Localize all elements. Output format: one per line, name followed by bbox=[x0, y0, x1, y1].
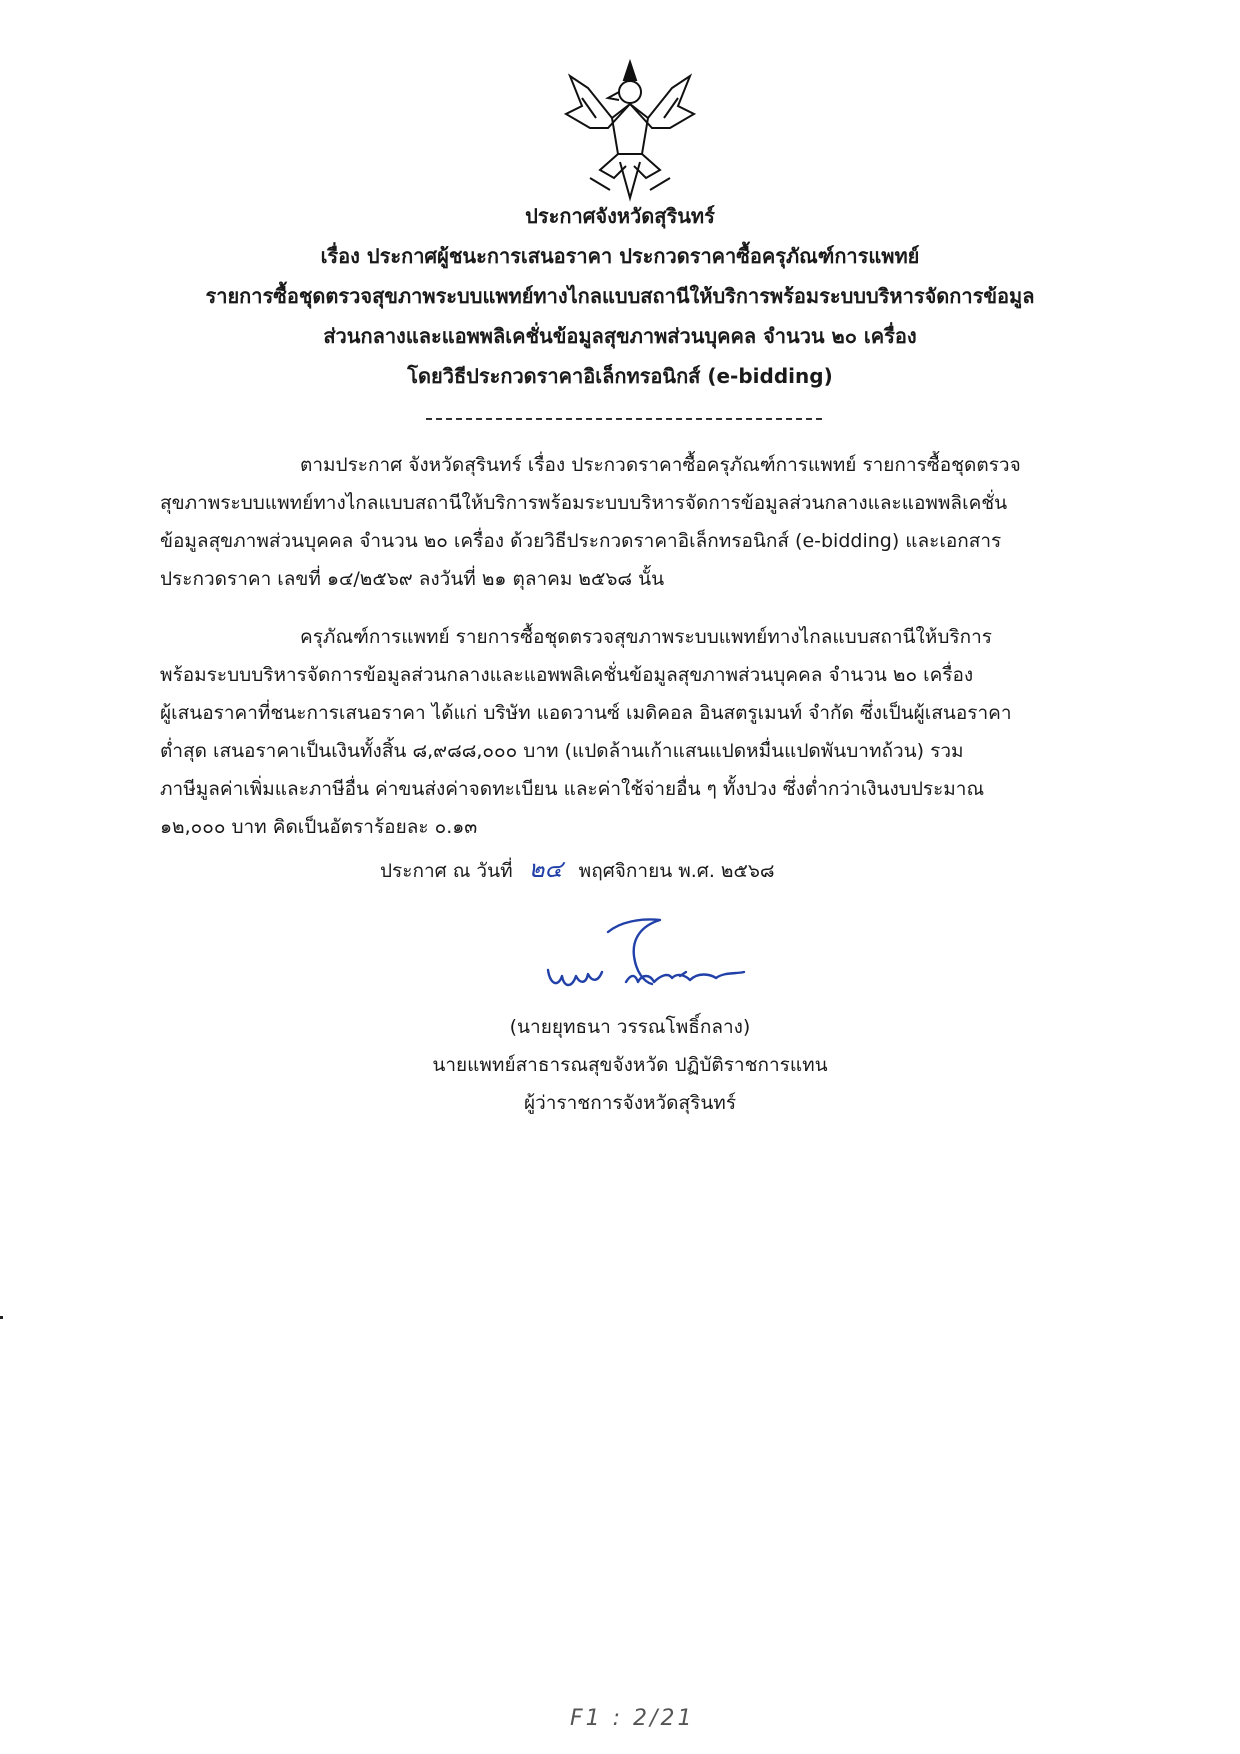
signature-image bbox=[540, 892, 770, 1002]
date-suffix: พฤศจิกายน พ.ศ. ๒๕๖๘ bbox=[578, 860, 775, 882]
garuda-emblem-icon bbox=[560, 58, 700, 208]
subject-line-3: ส่วนกลางและแอพพลิเคชั่นข้อมูลสุขภาพส่วนบุคคล จำนวน ๒๐ เครื่อง bbox=[323, 324, 917, 348]
signatory-position: นายแพทย์สาธารณสุขจังหวัด ปฏิบัติราชการแทน bbox=[432, 1054, 828, 1076]
handwritten-day: ๒๔ bbox=[528, 855, 563, 883]
date-line bbox=[380, 850, 775, 890]
paragraph-1-line: ตามประกาศ จังหวัดสุรินทร์ เรื่อง ประกวดราคาซื้อครุภัณฑ์การแพทย์ รายการซื้อชุดตรวจ bbox=[300, 454, 1021, 476]
divider bbox=[426, 418, 822, 420]
signatory-office: ผู้ว่าราชการจังหวัดสุรินทร์ bbox=[523, 1092, 737, 1114]
paragraph-2-line: ผู้เสนอราคาที่ชนะการเสนอราคา ได้แก่ บริษัท แอดวานซ์ เมดิคอล อินสตรูเมนท์ จำกัด ซึ่งเป็นผู้เสนอราคา bbox=[160, 702, 1012, 724]
paragraph-2-line: ๑๒,๐๐๐ บาท คิดเป็นอัตราร้อยละ ๐.๑๓ bbox=[160, 816, 478, 838]
paragraph-1-line: สุขภาพระบบแพทย์ทางไกลแบบสถานีให้บริการพร้อมระบบบริหารจัดการข้อมูลส่วนกลางและแอพพลิเคชั่น bbox=[160, 492, 1008, 514]
paragraph-2 bbox=[160, 618, 1098, 846]
paragraph-2-line: ภาษีมูลค่าเพิ่มและภาษีอื่น ค่าขนส่งค่าจดทะเบียน และค่าใช้จ่ายอื่น ๆ ทั้งปวง ซึ่งต่ำกว่าเงินงบประมาณ bbox=[160, 778, 985, 800]
date-prefix: ประกาศ ณ วันที่ bbox=[380, 860, 513, 882]
paragraph-1-line: ข้อมูลสุขภาพส่วนบุคคล จำนวน ๒๐ เครื่อง ด้วยวิธีประกวดราคาอิเล็กทรอนิกส์ (e-bidding) และเอกสาร bbox=[160, 530, 1002, 552]
signatory-name: (นายยุทธนา วรรณโพธิ์กลาง) bbox=[509, 1016, 751, 1038]
handwritten-footer-note: F1 : 2/21 bbox=[570, 1706, 695, 1731]
paragraph-2-line: ครุภัณฑ์การแพทย์ รายการซื้อชุดตรวจสุขภาพระบบแพทย์ทางไกลแบบสถานีให้บริการ bbox=[300, 626, 992, 648]
subject-line-2: รายการซื้อชุดตรวจสุขภาพระบบแพทย์ทางไกลแบบสถานีให้บริการพร้อมระบบบริหารจัดการข้อมูล bbox=[205, 284, 1035, 308]
paragraph-1 bbox=[160, 446, 1098, 598]
paragraph-2-line: พร้อมระบบบริหารจัดการข้อมูลส่วนกลางและแอพพลิเคชั่นข้อมูลสุขภาพส่วนบุคคล จำนวน ๒๐ เครื่อง bbox=[160, 664, 974, 686]
paragraph-2-line: ต่ำสุด เสนอราคาเป็นเงินทั้งสิ้น ๘,๙๘๘,๐๐๐ บาท (แปดล้านเก้าแสนแปดหมื่นแปดพันบาทถ้วน) รวม bbox=[160, 740, 964, 762]
title-block bbox=[150, 196, 1090, 396]
signatory-block bbox=[400, 1008, 860, 1122]
subject-line-4: โดยวิธีประกวดราคาอิเล็กทรอนิกส์ (e-bidding) bbox=[407, 364, 833, 388]
subject-line-1: เรื่อง ประกาศผู้ชนะการเสนอราคา ประกวดราคาซื้อครุภัณฑ์การแพทย์ bbox=[320, 244, 920, 268]
agency-title: ประกาศจังหวัดสุรินทร์ bbox=[525, 204, 715, 228]
paragraph-1-line: ประกวดราคา เลขที่ ๑๔/๒๕๖๙ ลงวันที่ ๒๑ ตุลาคม ๒๕๖๘ นั้น bbox=[160, 568, 665, 590]
scan-speck bbox=[0, 1316, 3, 1319]
